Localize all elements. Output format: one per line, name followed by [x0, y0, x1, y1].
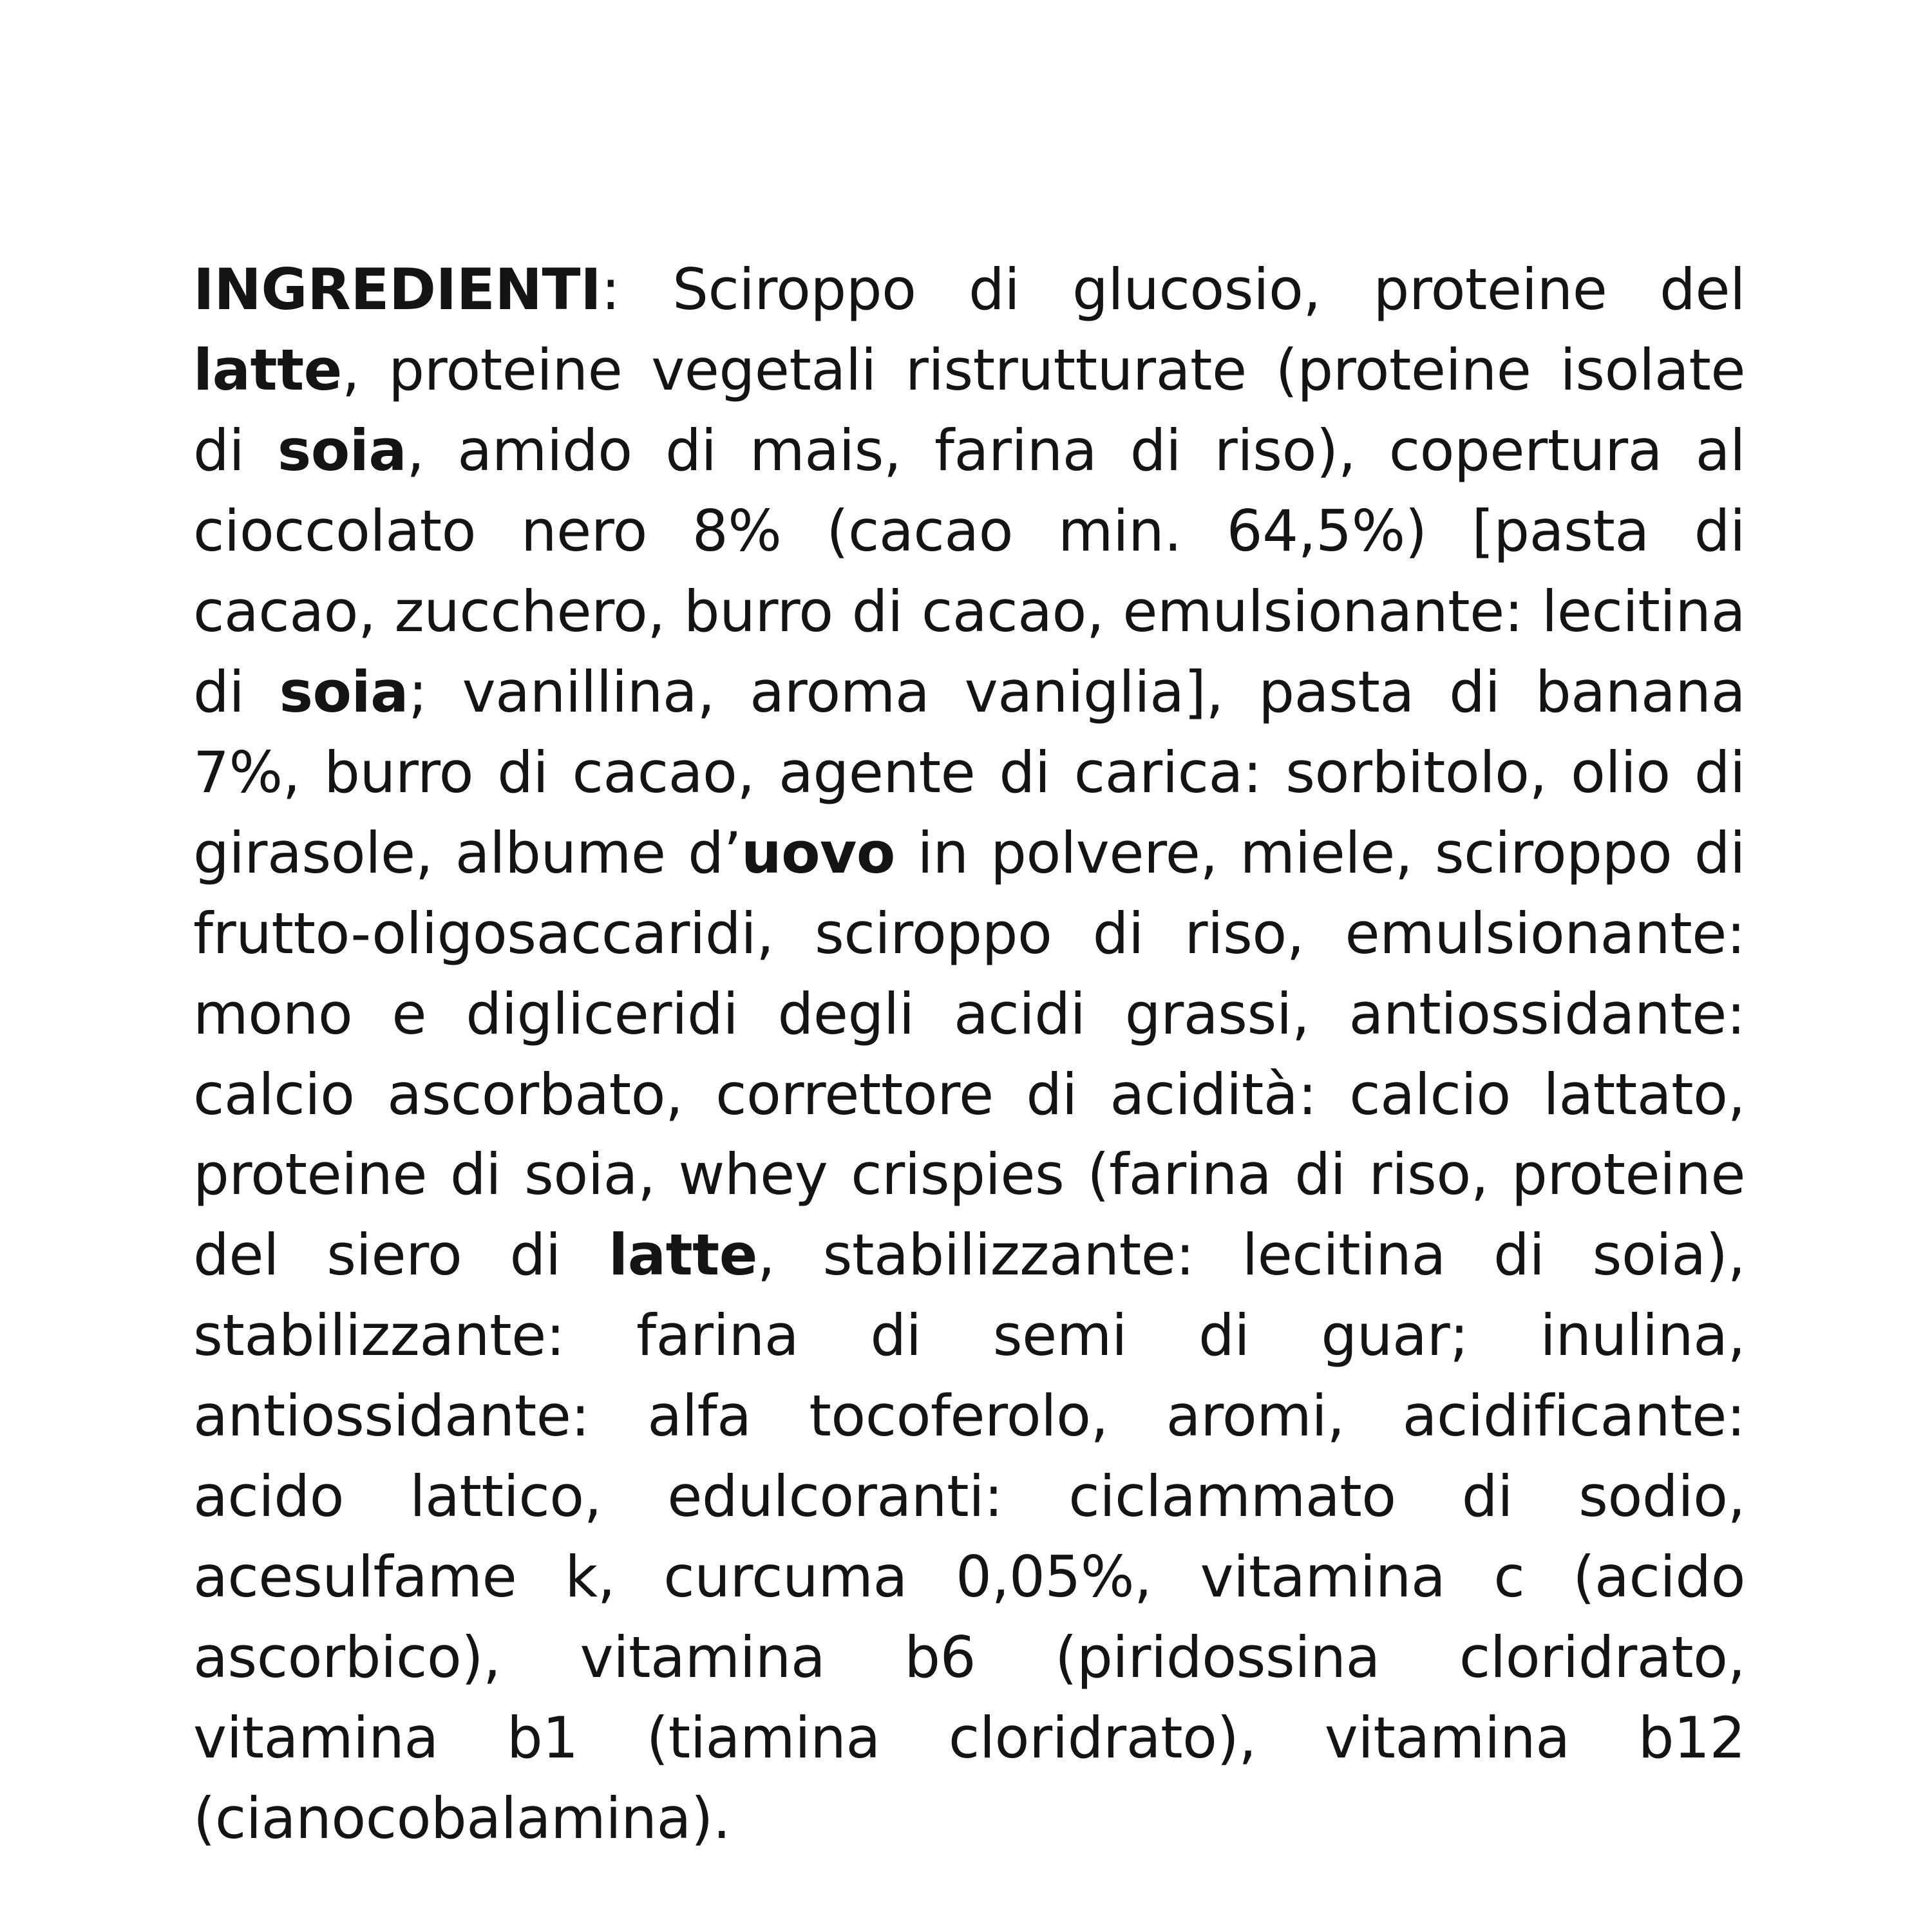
emphasized-term: INGREDIENTI: [193, 256, 601, 323]
ingredient-text: : Sciroppo di glucosio, proteine del: [601, 256, 1745, 323]
ingredient-text: ; vanillina, aroma vaniglia], pasta di banana 7%, burro di cacao, agente di carica: sorbitolo, olio di girasole, albume d’: [193, 658, 1745, 886]
ingredient-text: in polvere, miele, sciroppo di frutto-oligosaccaridi, sciroppo di riso, emulsionante: mono e digliceridi degli acidi grassi, antiossidante: calcio ascorbato, correttore di acidità: calcio lattato, proteine di soia, whey crispies (farina di riso, proteine del siero di: [193, 819, 1745, 1289]
emphasized-term: soia: [277, 417, 407, 484]
ingredient-text: , amido di mais, farina di riso), copertura al cioccolato nero 8% (cacao min. 64,5%) [pasta di cacao, zucchero, burro di cacao, emulsionante: lecitina di: [193, 417, 1746, 725]
emphasized-term: soia: [279, 658, 409, 725]
ingredient-text: , stabilizzante: lecitina di soia), stabilizzante: farina di semi di guar; inulina, antiossidante: alfa tocoferolo, aromi, acidificante: acido lattico, edulcoranti: ciclammato di sodio, acesulfame k, curcuma 0,05%, vitamina c (acido ascorbico), vitamina b6 (piridossina cloridrato, vitamina b1 (tiamina cloridrato), vitamina b12 (cianocobalamina).: [193, 1222, 1745, 1852]
emphasized-term: latte: [609, 1222, 757, 1289]
emphasized-term: uovo: [741, 819, 895, 886]
ingredients-paragraph: [193, 250, 1745, 1859]
ingredient-text: , proteine vegetali ristrutturate (proteine isolate di: [193, 336, 1745, 484]
emphasized-term: latte: [193, 336, 342, 403]
